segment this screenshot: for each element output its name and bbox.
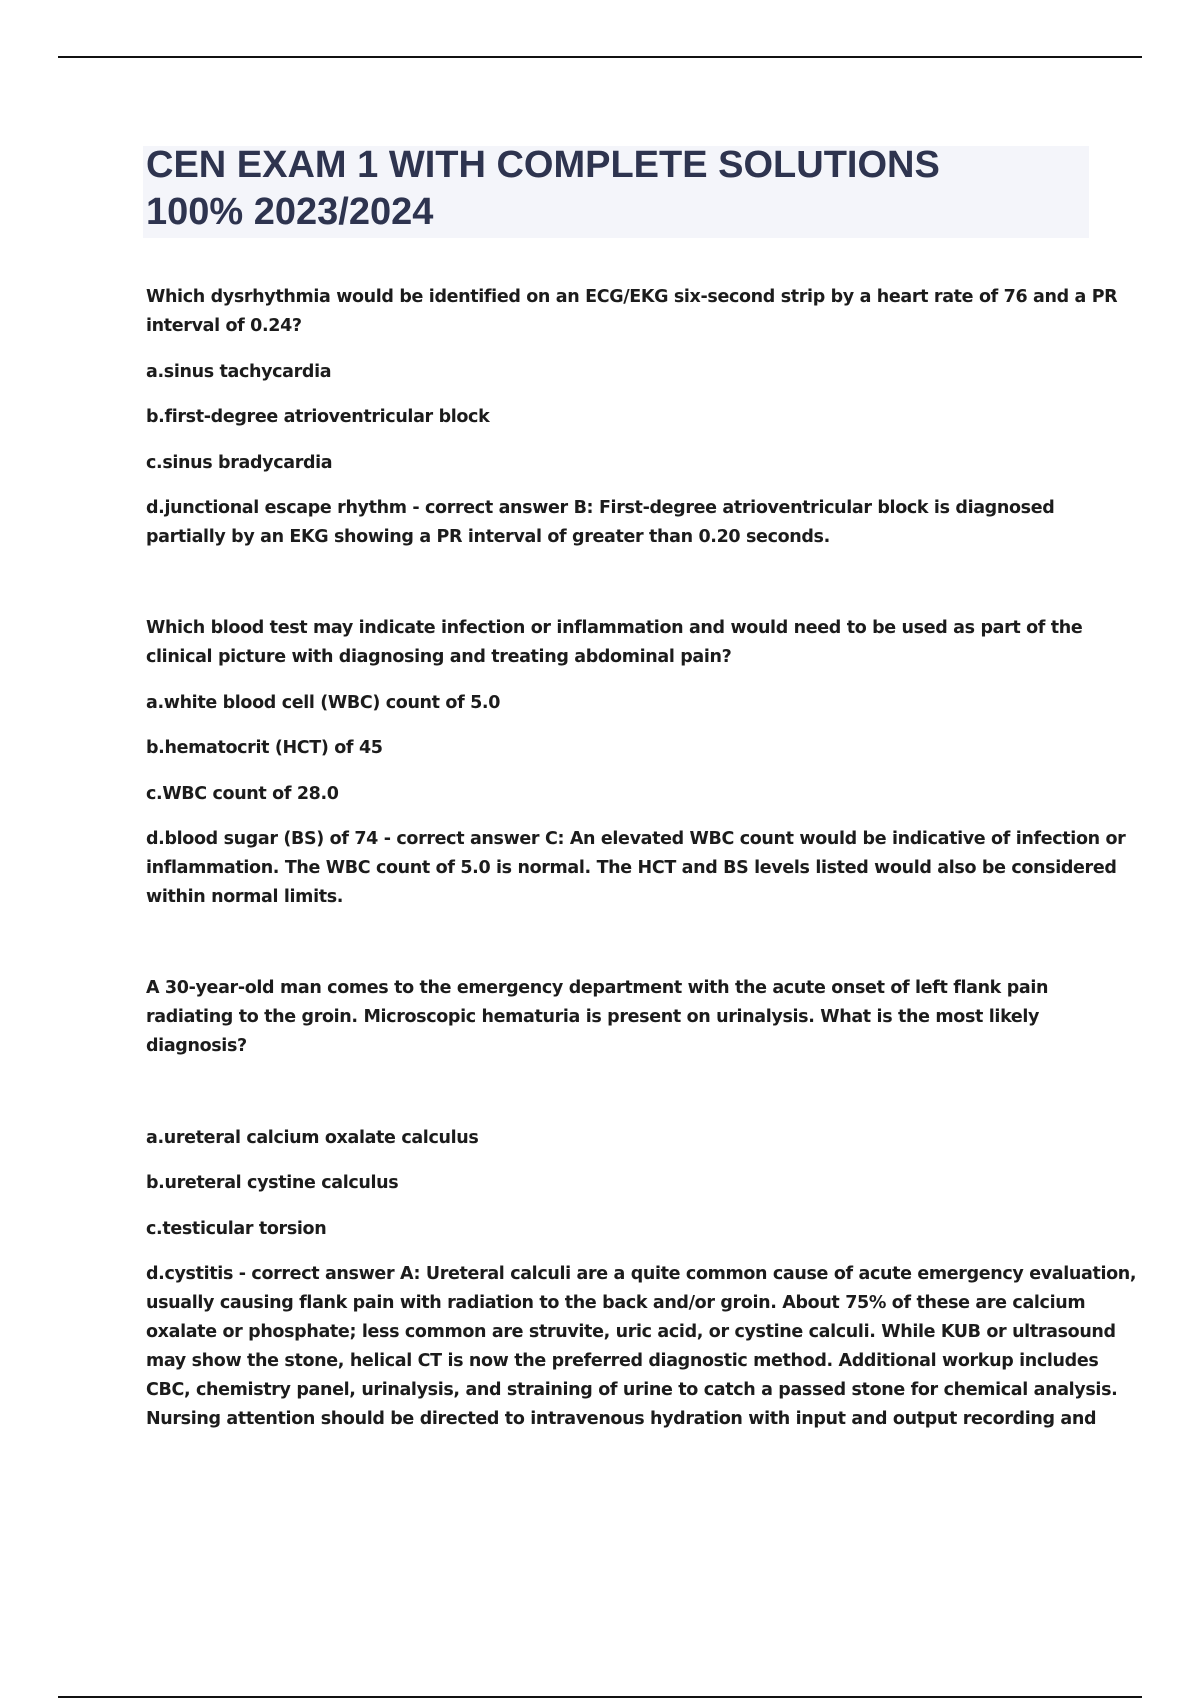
question-3-option-d-answer-line-2: usually causing flank pain with radiation to the back and/or groin. About 75% of these are calcium [146, 1293, 1086, 1313]
document-title-line-1: CEN EXAM 1 WITH COMPLETE SOLUTIONS [146, 144, 940, 186]
question-2-option-a: a.white blood cell (WBC) count of 5.0 [146, 693, 501, 713]
question-2-option-c: c.WBC count of 28.0 [146, 784, 339, 804]
question-1-option-d-answer-line-1: d.junctional escape rhythm - correct answer B: First-degree atrioventricular block is diagnosed [146, 498, 1055, 518]
question-3-prompt-line-3: diagnosis? [146, 1036, 247, 1056]
question-1-option-c: c.sinus bradycardia [146, 453, 333, 473]
question-3-option-d-answer-line-3: oxalate or phosphate; less common are struvite, uric acid, or cystine calculi. While KUB or ultrasound [146, 1322, 1116, 1342]
question-3-option-c: c.testicular torsion [146, 1219, 327, 1239]
question-2-option-d-answer-line-2: inflammation. The WBC count of 5.0 is normal. The HCT and BS levels listed would also be considered [146, 858, 1117, 878]
question-3-prompt-line-1: A 30-year-old man comes to the emergency department with the acute onset of left flank pain [146, 978, 1049, 998]
question-2-prompt-line-2: clinical picture with diagnosing and treating abdominal pain? [146, 647, 732, 667]
question-3-option-d-answer-line-1: d.cystitis - correct answer A: Ureteral calculi are a quite common cause of acute emergency evaluation, [146, 1264, 1137, 1284]
question-3-option-d-answer-line-4: may show the stone, helical CT is now the preferred diagnostic method. Additional workup includes [146, 1351, 1099, 1371]
question-1-option-a: a.sinus tachycardia [146, 362, 332, 382]
question-1-prompt-line-1: Which dysrhythmia would be identified on an ECG/EKG six-second strip by a heart rate of 76 and a PR [146, 287, 1118, 307]
document-title-line-2: 100% 2023/2024 [146, 191, 434, 233]
question-3-option-d-answer-line-5: CBC, chemistry panel, urinalysis, and straining of urine to catch a passed stone for chemical analysis. [146, 1380, 1118, 1400]
question-2-option-b: b.hematocrit (HCT) of 45 [146, 738, 383, 758]
question-3-prompt-line-2: radiating to the groin. Microscopic hematuria is present on urinalysis. What is the most likely [146, 1007, 1040, 1027]
question-1-option-b: b.first-degree atrioventricular block [146, 407, 490, 427]
question-3-option-a: a.ureteral calcium oxalate calculus [146, 1128, 479, 1148]
top-divider [58, 56, 1142, 58]
question-1-prompt-line-2: interval of 0.24? [146, 316, 302, 336]
question-2-prompt-line-1: Which blood test may indicate infection or inflammation and would need to be used as part of the [146, 618, 1083, 638]
question-1-option-d-answer-line-2: partially by an EKG showing a PR interval of greater than 0.20 seconds. [146, 527, 830, 547]
question-3-option-b: b.ureteral cystine calculus [146, 1173, 399, 1193]
question-3-option-d-answer-line-6: Nursing attention should be directed to intravenous hydration with input and output recording and [146, 1409, 1097, 1429]
question-2-option-d-answer-line-1: d.blood sugar (BS) of 74 - correct answer C: An elevated WBC count would be indicative of infection or [146, 829, 1126, 849]
bottom-divider [58, 1696, 1142, 1698]
question-2-option-d-answer-line-3: within normal limits. [146, 887, 344, 907]
